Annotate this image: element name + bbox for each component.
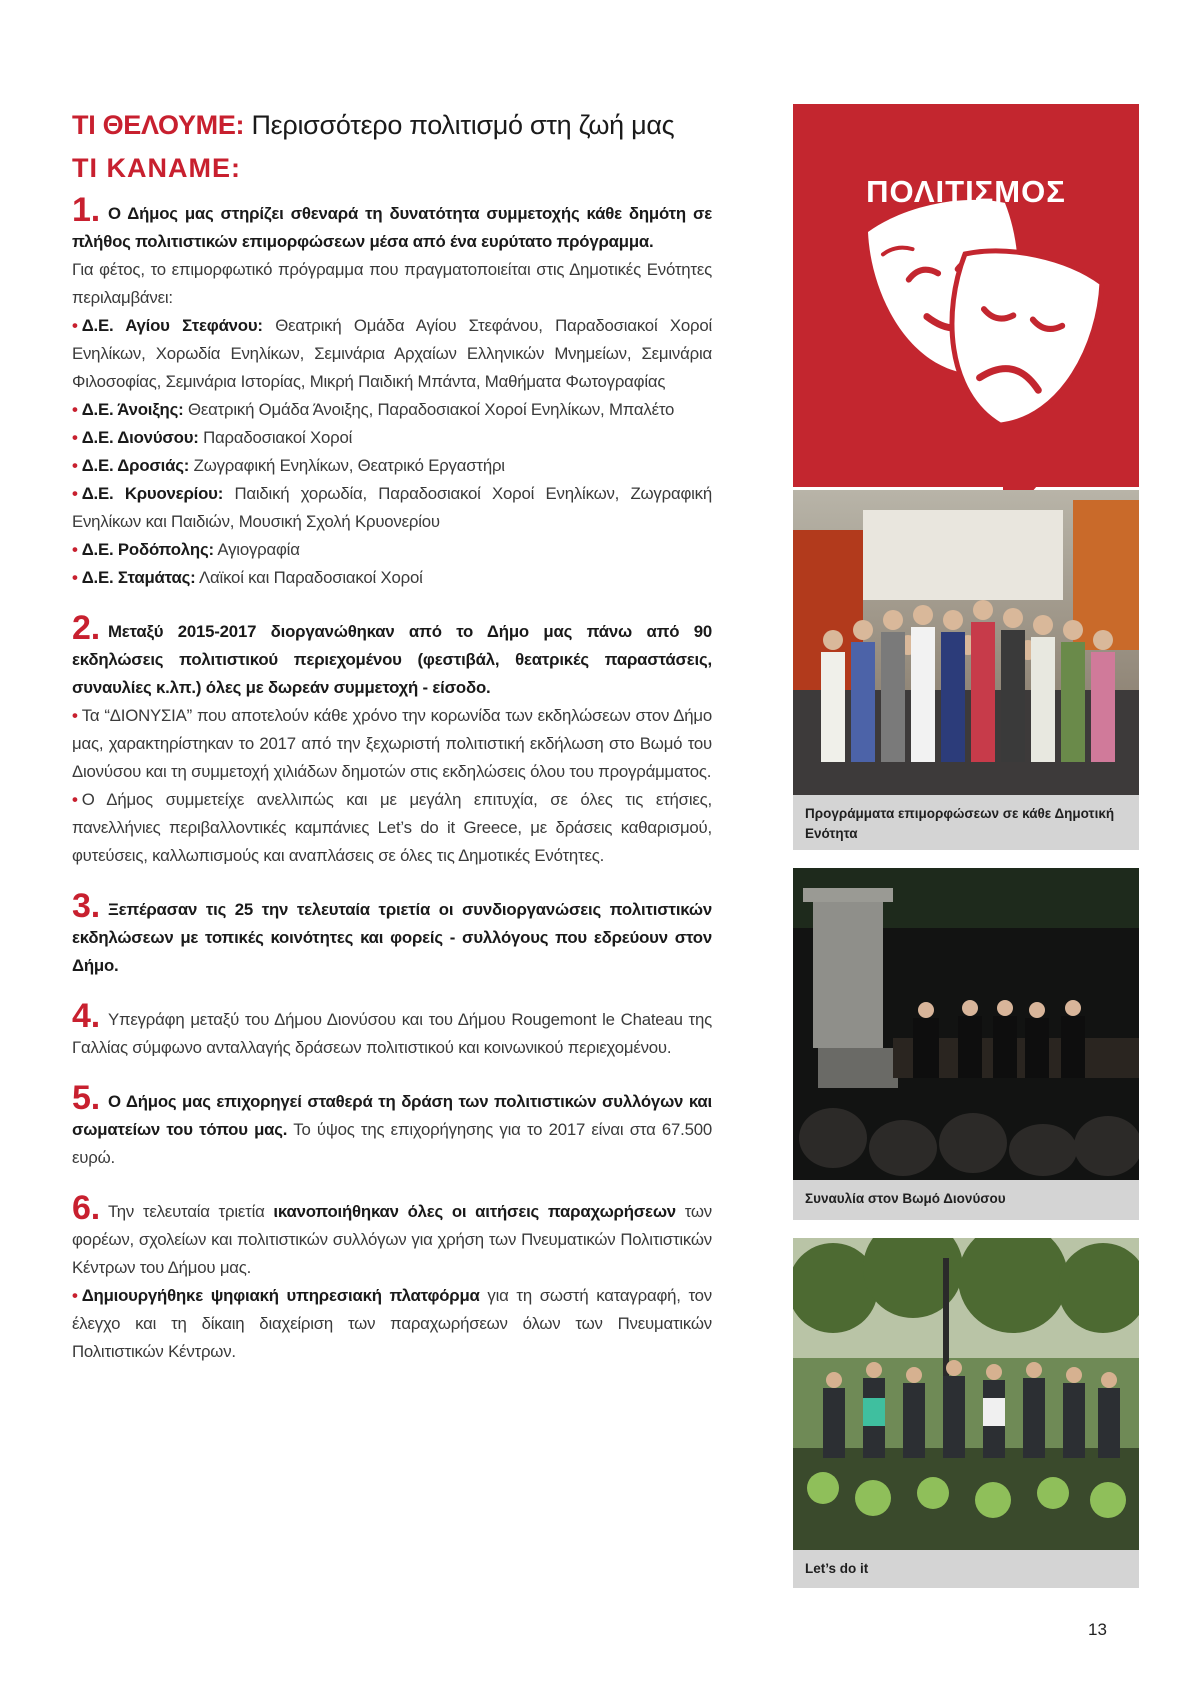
photo-workshop-group	[793, 490, 1139, 795]
item-text: Θεατρική Ομάδα Αγίου Στεφάνου, Παραδοσιακοί Χοροί Ενηλίκων, Χορωδία Ενηλίκων, Σεμινάρια Αρχαίων Ελληνικών Μνημείων, Σεμινάρια Φιλοσοφίας, Σεμινάρια Ιστορίας, Μικρή Παιδική Μπάντα, Μαθήματα Φωτογραφίας	[72, 316, 712, 391]
section-6-lead-text: ικανοποιήθηκαν όλες οι αιτήσεις παραχωρήσεων	[273, 1202, 676, 1221]
item-text: για τη σωστή καταγραφή, τον έλεγχο και τη δίκαιη διαχείριση των παραχωρήσεων όλων των Πνευματικών Πολιτιστικών Κέντρων.	[72, 1286, 712, 1361]
photo-concert	[793, 868, 1139, 1180]
section-3	[72, 887, 712, 980]
item-text: Ο Δήμος συμμετείχε ανελλιπώς και με μεγάλη επιτυχία, σε όλες τις ετήσιες, πανελλήνιες περιβαλλοντικές καμπάνιες Let’s do it Greece, με δράσεις καθαρισμού, φυτεύσεις, καλλωπισμούς και αναπλάσεις σε όλες τις Δημοτικές Ενότητες.	[72, 790, 712, 865]
photo-lets-do-it	[793, 1238, 1139, 1550]
main-column	[72, 108, 712, 1366]
section-1	[72, 191, 713, 592]
concert-photo-image	[793, 868, 1139, 1180]
section-6-pre: Την τελευταία τριετία	[107, 1202, 274, 1221]
culture-banner	[793, 104, 1139, 487]
section-1-intro: Για φέτος, το επιμορφωτικό πρόγραμμα που πραγματοποιείται στις Δημοτικές Ενότητες περιλαμβάνει:	[72, 260, 712, 307]
item-text: Θεατρική Ομάδα Άνοιξης, Παραδοσιακοί Χοροί Ενηλίκων, Μπαλέτο	[183, 400, 675, 419]
section-4	[72, 997, 712, 1062]
photo-2-caption: Συναυλία στον Βωμό Διονύσου	[793, 1180, 1139, 1220]
section-5-text	[72, 1079, 713, 1172]
item-text: Αγιογραφία	[213, 540, 300, 559]
section-number: 2.	[72, 609, 100, 647]
section-6-post: των φορέων, σχολείων και πολιτιστικών συλλόγων για χρήση των Πνευματικών Πολιτιστικών Κέντρων του Δήμου μας.	[72, 1202, 713, 1277]
section-4-body: Υπεγράφη μεταξύ του Δήμου Διονύσου και του Δήμου Rougemont le Chateau της Γαλλίας σύμφωνο ανταλλαγής δράσεων πολιτιστικού και κοινωνικού περιεχομένου.	[72, 1010, 712, 1057]
list-item	[72, 312, 712, 396]
bullet-icon: •	[72, 706, 78, 725]
volunteers-photo-image	[793, 1238, 1139, 1550]
item-label: Δ.Ε. Δροσιάς:	[81, 456, 190, 475]
section-2-lead-text: Μεταξύ 2015-2017 διοργανώθηκαν από το Δήμο μας πάνω από 90 εκδηλώσεις πολιτιστικού περιεχομένου (φεστιβάλ, θεατρικές παραστάσεις, συναυλίες κ.λπ.) όλες με δωρεάν συμμετοχή - είσοδο.	[72, 622, 712, 697]
section-number: 6.	[72, 1189, 100, 1227]
bullet-icon: •	[72, 568, 78, 587]
item-label: Δημιουργήθηκε ψηφιακή υπηρεσιακή πλατφόρμα	[81, 1286, 480, 1305]
section-5	[72, 1079, 713, 1172]
bullet-icon: •	[72, 484, 78, 503]
group-photo-image	[793, 490, 1139, 795]
section-1-lead	[72, 191, 712, 256]
section-2	[72, 609, 712, 870]
section-number: 1.	[72, 191, 100, 229]
list-item	[72, 1282, 712, 1366]
list-item	[72, 702, 712, 786]
item-label: Δ.Ε. Σταμάτας:	[81, 568, 196, 587]
bullet-icon: •	[72, 316, 78, 335]
section-3-lead-text: Ξεπέρασαν τις 25 την τελευταία τριετία οι συνδιοργανώσεις πολιτιστικών εκδηλώσεων με τοπικές κοινότητες και φορείς - συλλόγους που εδρεύουν στον Δήμο.	[72, 900, 712, 975]
item-label: Δ.Ε. Κρυονερίου:	[81, 484, 224, 503]
bullet-icon: •	[72, 790, 78, 809]
page-headline	[72, 108, 712, 142]
photo-1-caption: Προγράμματα επιμορφώσεων σε κάθε Δημοτική Ενότητα	[793, 795, 1139, 850]
list-item	[72, 396, 712, 424]
section-2-lead	[72, 609, 712, 702]
bullet-icon: •	[72, 1286, 78, 1305]
bullet-icon: •	[72, 456, 78, 475]
section-number: 4.	[72, 997, 100, 1035]
list-item	[72, 452, 712, 480]
item-text: Ζωγραφική Ενηλίκων, Θεατρικό Εργαστήρι	[189, 456, 505, 475]
item-label: Δ.Ε. Άνοιξης:	[81, 400, 184, 419]
item-label: Δ.Ε. Αγίου Στεφάνου:	[81, 316, 263, 335]
bullet-icon: •	[72, 540, 78, 559]
item-label: Δ.Ε. Διονύσου:	[81, 428, 199, 447]
headline-label: ΤΙ ΘΕΛΟΥΜΕ:	[72, 110, 245, 140]
banner-title: ΠΟΛΙΤΙΣΜΟΣ	[866, 174, 1066, 209]
list-item	[72, 536, 712, 564]
item-text: Λαϊκοί και Παραδοσιακοί Χοροί	[195, 568, 423, 587]
list-item	[72, 564, 712, 592]
section-6	[72, 1189, 713, 1366]
section-5-body: Το ύψος της επιχορήγησης για το 2017 είναι στα 67.500 ευρώ.	[72, 1120, 713, 1167]
bullet-icon: •	[72, 428, 78, 447]
section-4-text	[72, 997, 712, 1062]
section-5-lead-text: Ο Δήμος μας επιχορηγεί σταθερά τη δράση των πολιτιστικών συλλόγων και σωματείων του τόπου μας.	[72, 1092, 712, 1139]
page-number: 13	[1088, 1620, 1107, 1639]
section-3-lead	[72, 887, 712, 980]
section-number: 5.	[72, 1079, 100, 1117]
list-item	[72, 480, 712, 536]
item-label: Δ.Ε. Ροδόπολης:	[81, 540, 214, 559]
item-text: Τα “ΔΙΟΝΥΣΙΑ” που αποτελούν κάθε χρόνο την κορωνίδα των εκδηλώσεων στον Δήμο μας, χαρακτηρίστηκαν το 2017 από την ξεχωριστή πολιτιστική εκδήλωση στο Βωμό του Διονύσου και τη συμμετοχή χιλιάδων δημοτών στις εκδηλώσεις όλου του προγράμματος.	[72, 706, 712, 781]
section-number: 3.	[72, 887, 100, 925]
theater-masks-icon	[793, 104, 1139, 487]
subheading: ΤΙ ΚΑΝΑΜΕ:	[72, 153, 241, 183]
headline-text: Περισσότερο πολιτισμό στη ζωή μας	[251, 110, 675, 140]
photo-3-caption: Let’s do it	[793, 1550, 1139, 1588]
bullet-icon: •	[72, 400, 78, 419]
item-text: Παραδοσιακοί Χοροί	[198, 428, 353, 447]
section-1-lead-text: Ο Δήμος μας στηρίζει σθεναρά τη δυνατότητα συμμετοχής κάθε δημότη σε πλήθος πολιτιστικών επιμορφώσεων μέσα από ένα ευρύτατο πρόγραμμα.	[72, 204, 712, 251]
list-item	[72, 786, 712, 870]
list-item	[72, 424, 712, 452]
item-text: Παιδική χορωδία, Παραδοσιακοί Χοροί Ενηλίκων, Ζωγραφική Ενηλίκων και Παιδιών, Μουσική Σχολή Κρυονερίου	[72, 484, 713, 531]
section-6-text	[72, 1189, 713, 1282]
